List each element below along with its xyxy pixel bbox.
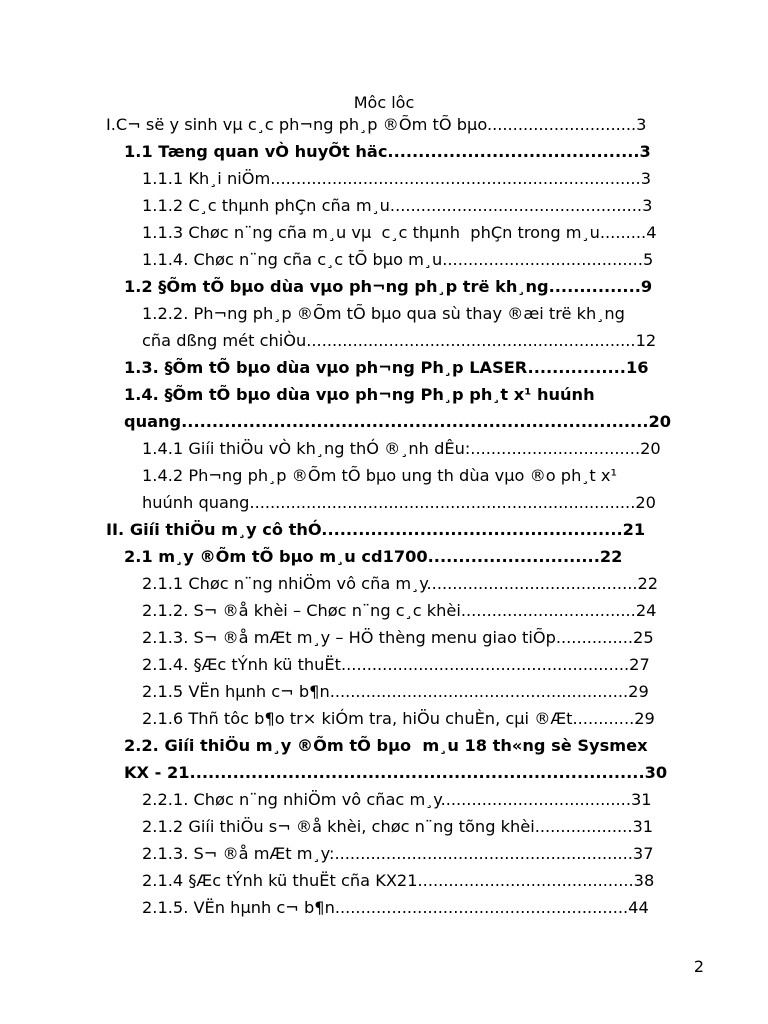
toc-entry: 2.1.3. S¬ ®å mÆt m¸y – HÖ thèng menu giao tiÕp...............25: [142, 628, 654, 647]
toc-entry: 1.2.2. Ph¬ng ph¸p ®Õm tÕ bµo qua sù thay ®æi trë kh¸ng: [142, 304, 625, 323]
toc-entry: 1.1.3 Chøc n¨ng cña m¸u vµ c¸c thµnh phÇn trong m¸u.........4: [142, 223, 657, 242]
toc-entry: 2.1.5 VËn hµnh c¬ b¶n..........................................................29: [142, 682, 649, 701]
toc-entry: 1.2 §Õm tÕ bµo dùa vµo ph¬ng ph¸p trë kh¸ng...............9: [124, 277, 653, 296]
toc-entry: II. Giíi thiÖu m¸y cô thÓ.................................................21: [106, 520, 646, 539]
toc-entry: I.C¬ së y sinh vµ c¸c ph¬ng ph¸p ®Õm tÕ bµo.............................3: [106, 115, 647, 134]
toc-entry: 2.1.2. S¬ ®å khèi – Chøc n¨ng c¸c khèi..................................24: [142, 601, 657, 620]
toc-entry: 1.1.4. Chøc n¨ng cña c¸c tÕ bµo m¸u.......................................5: [142, 250, 654, 269]
toc-entry: 1.1.2 C¸c thµnh phÇn cña m¸u.................................................3: [142, 196, 653, 215]
toc-entry: 2.1.4. §Æc tÝnh kü thuËt........................................................27: [142, 655, 650, 674]
toc-title: Môc lôc: [353, 93, 415, 112]
toc-entry: 2.1.2 Giíi thiÖu s¬ ®å khèi, chøc n¨ng tõng khèi...................31: [142, 817, 654, 836]
toc-entry: KX - 21..........................................................................30: [124, 763, 668, 782]
toc-entry: 2.1.5. VËn hµnh c¬ b¶n.........................................................44: [142, 898, 649, 917]
toc-entry: 1.4.2 Ph¬ng ph¸p ®Õm tÕ bµo ung th dùa vµo ®o ph¸t x¹: [142, 466, 617, 485]
toc-entry: 1.4.1 Giíi thiÖu vÒ kh¸ng thÓ ®¸nh dÊu:.................................20: [142, 439, 661, 458]
toc-entry: 2.2. Giíi thiÖu m¸y ®Õm tÕ bµo m¸u 18 th«ng sè Sysmex: [124, 736, 648, 755]
toc-entry: 2.1.4 §Æc tÝnh kü thuËt cña KX21..........................................38: [142, 871, 655, 890]
toc-entry: 2.1.3. S¬ ®å mÆt m¸y:..........................................................37: [142, 844, 654, 863]
toc-entry: 2.2.1. Chøc n¨ng nhiÖm vô cñac m¸y.....................................31: [142, 790, 652, 809]
toc-entry: cña dßng mét chiÒu................................................................12: [142, 331, 657, 350]
toc-entry: 2.1.6 Thñ tôc b¶o tr× kiÓm tra, hiÖu chuÈn, cµi ®Æt............29: [142, 709, 655, 728]
toc-entry: 2.1.1 Chøc n¨ng nhiÖm vô cña m¸y.........................................22: [142, 574, 659, 593]
page-number: 2: [693, 957, 704, 976]
toc-entry: 1.3. §Õm tÕ bµo dùa vµo ph¬ng Ph¸p LASER................16: [124, 358, 649, 377]
toc-entry: 2.1 m¸y ®Õm tÕ bµo m¸u cd1700............................22: [124, 547, 623, 566]
toc-entry: 1.1 Tæng quan vÒ huyÕt häc.........................................3: [124, 142, 651, 161]
toc-entry: huúnh quang...........................................................................20: [142, 493, 656, 512]
toc-entry: 1.4. §Õm tÕ bµo dùa vµo ph¬ng Ph¸p ph¸t x¹ huúnh: [124, 385, 595, 404]
toc-entry: quang............................................................................20: [124, 412, 672, 431]
toc-entry: 1.1.1 Kh¸i niÖm........................................................................3: [142, 169, 651, 188]
